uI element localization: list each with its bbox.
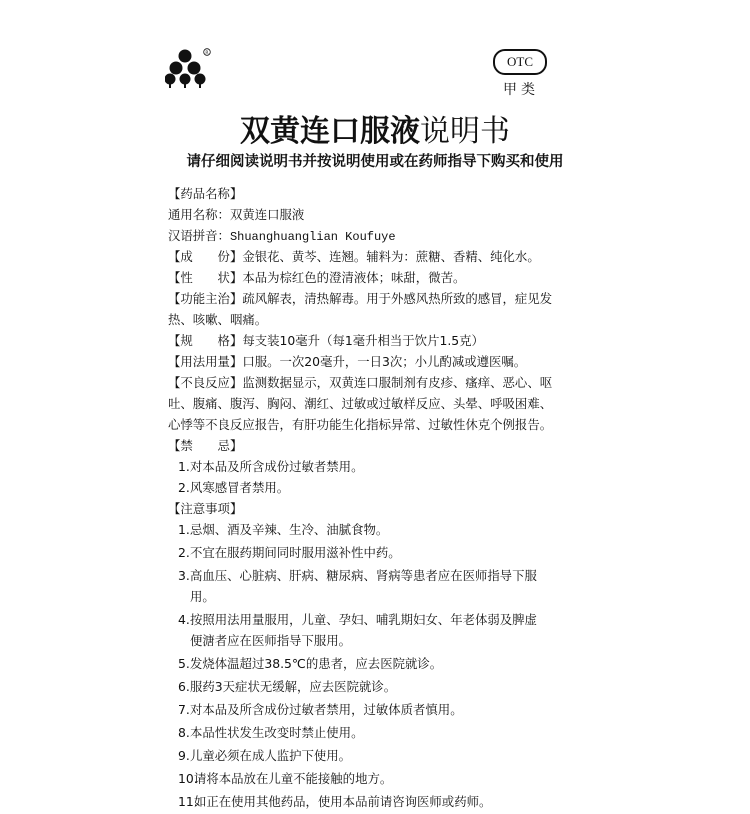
list-item-text: 发烧体温超过38.5℃的患者，应去医院就诊。 [190, 656, 443, 671]
properties-label: 【性 状】 [168, 270, 243, 285]
pinyin-label: 汉语拼音： [168, 228, 230, 243]
list-item-number: 6. [178, 679, 190, 694]
otc-class-label: 甲类 [503, 82, 539, 98]
list-item-number: 3. [178, 568, 190, 583]
indications-label: 【功能主治】 [168, 291, 243, 306]
list-item-number: 4. [178, 612, 190, 627]
list-item-text: 风寒感冒者禁用。 [190, 480, 290, 495]
otc-badge: OTC [493, 49, 547, 75]
list-item-continuation: 用。 [190, 589, 215, 604]
list-item-number: 1. [178, 459, 190, 474]
ingredients-label: 【成 份】 [168, 249, 243, 264]
properties-value: 本品为棕红色的澄清液体；味甜，微苦。 [242, 270, 466, 285]
ingredients-row [168, 246, 583, 267]
list-item-text: 忌烟、酒及辛辣、生冷、油腻食物。 [190, 522, 389, 537]
instructions-body [168, 183, 583, 814]
list-item-number: 10. [178, 771, 198, 786]
title-drug-name: 双黄连口服液 [240, 114, 420, 149]
list-item-text: 对本品及所含成份过敏者禁用，过敏体质者慎用。 [190, 702, 463, 717]
list-item [168, 653, 583, 674]
list-item-number: 5. [178, 656, 190, 671]
list-item [168, 609, 583, 651]
adverse-label: 【不良反应】 [168, 375, 243, 390]
page-title [0, 113, 750, 151]
indications-row [168, 288, 583, 309]
adverse-value-1: 监测数据显示，双黄连口服制剂有皮疹、瘙痒、恶心、呕 [242, 375, 553, 390]
pinyin-row [168, 225, 583, 246]
spec-row [168, 330, 583, 351]
contraindications-list [168, 456, 583, 498]
list-item-text: 服药3天症状无缓解，应去医院就诊。 [190, 679, 397, 694]
list-item-number: 1. [178, 522, 190, 537]
list-item-text: 按照用法用量服用，儿童、孕妇、哺乳期妇女、年老体弱及脾虚 [190, 612, 537, 627]
list-item-number: 8. [178, 725, 190, 740]
ingredients-value: 金银花、黄芩、连翘。辅料为：蔗糖、香精、纯化水。 [242, 249, 540, 264]
spec-value: 每支装10毫升（每1毫升相当于饮片1.5克） [242, 333, 484, 348]
list-item-text: 对本品及所含成份过敏者禁用。 [190, 459, 364, 474]
list-item-number: 11. [178, 794, 198, 809]
adverse-row-cont-1: 吐、腹痛、腹泻、胸闷、潮红、过敏或过敏样反应、头晕、呼吸困难、 [168, 396, 553, 411]
adverse-row [168, 372, 583, 393]
otc-section [493, 49, 545, 99]
list-item [168, 676, 583, 697]
usage-value: 口服。一次20毫升，一日3次；小儿酌减或遵医嘱。 [242, 354, 527, 369]
usage-label: 【用法用量】 [168, 354, 243, 369]
list-item [168, 456, 583, 477]
list-item [168, 791, 583, 812]
indications-row-cont: 热、咳嗽、咽痛。 [168, 312, 268, 327]
precautions-header: 【注意事项】 [168, 501, 243, 516]
list-item-text: 本品性状发生改变时禁止使用。 [190, 725, 364, 740]
list-item [168, 745, 583, 766]
subtitle: 请仔细阅读说明书并按说明使用或在药师指导下购买和使用 [186, 154, 564, 170]
list-item [168, 722, 583, 743]
contraindications-header: 【禁 忌】 [168, 438, 243, 453]
three-trees-logo-icon [165, 47, 213, 89]
drug-name-header: 【药品名称】 [168, 186, 243, 201]
list-item-number: 9. [178, 748, 190, 763]
adverse-row-cont-2: 心悸等不良反应报告，有肝功能生化指标异常、过敏性休克个例报告。 [168, 417, 553, 432]
precautions-list [168, 519, 583, 812]
list-item [168, 699, 583, 720]
properties-row [168, 267, 583, 288]
generic-name: 通用名称：双黄连口服液 [168, 207, 305, 222]
list-item [168, 519, 583, 540]
list-item-text: 不宜在服药期间同时服用滋补性中药。 [190, 545, 401, 560]
spec-label: 【规 格】 [168, 333, 243, 348]
list-item-number: 7. [178, 702, 190, 717]
list-item-number: 2. [178, 545, 190, 560]
list-item-text: 请将本品放在儿童不能接触的地方。 [194, 771, 393, 786]
title-suffix: 说明书 [420, 114, 510, 149]
list-item-text: 如正在使用其他药品，使用本品前请咨询医师或药师。 [194, 794, 492, 809]
indications-value-1: 疏风解表，清热解毒。用于外感风热所致的感冒，症见发 [242, 291, 553, 306]
usage-row [168, 351, 583, 372]
list-item-continuation: 便溏者应在医师指导下服用。 [190, 633, 352, 648]
list-item [168, 565, 583, 607]
svg-text:R: R [205, 51, 209, 56]
pinyin-value: Shuanghuanglian Koufuye [229, 230, 396, 244]
list-item-text: 高血压、心脏病、肝病、糖尿病、肾病等患者应在医师指导下服 [190, 568, 537, 583]
list-item [168, 768, 583, 789]
list-item-number: 2. [178, 480, 190, 495]
list-item-text: 儿童必须在成人监护下使用。 [190, 748, 352, 763]
list-item [168, 542, 583, 563]
list-item [168, 477, 583, 498]
